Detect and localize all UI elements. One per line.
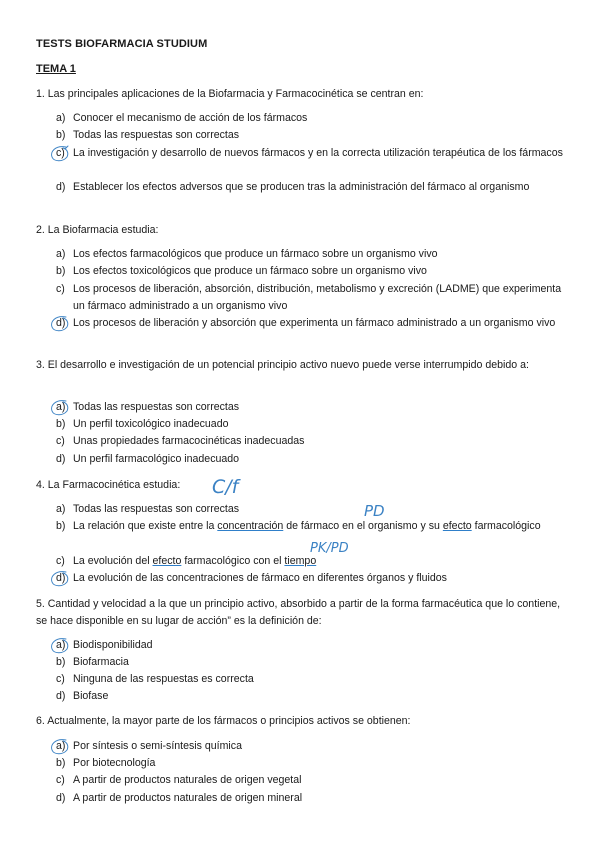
underlined-word: efecto [152, 555, 182, 567]
option-6c [56, 772, 566, 789]
option-text: Biofarmacia [73, 656, 129, 668]
option-letter: d) [56, 317, 66, 329]
section-title: TEMA 1 [36, 63, 76, 75]
option-5a [56, 637, 566, 654]
option-letter: b) [56, 656, 66, 668]
handnote-pkpd: PK/PD [310, 541, 349, 556]
option-3a [56, 399, 566, 416]
option-text [73, 553, 566, 570]
option-letter: b) [56, 129, 66, 141]
option-5b [56, 654, 566, 671]
text-run: farmacológico [471, 520, 541, 532]
option-letter: b) [56, 757, 66, 769]
option-1a [56, 110, 566, 127]
handnote-pd: PD [364, 502, 385, 520]
option-letter: c) [56, 283, 65, 295]
option-text: Por biotecnología [73, 757, 156, 769]
option-letter: c) [56, 774, 65, 786]
option-2a [56, 246, 566, 263]
option-letter: d) [56, 572, 66, 584]
question-3: 3. El desarrollo e investigación de un potencial principio activo nuevo puede verse interrumpido debido a: [36, 359, 529, 371]
question-1: 1. Las principales aplicaciones de la Biofarmacia y Farmacocinética se centran en: [36, 88, 424, 100]
option-letter: b) [56, 520, 66, 532]
text-run: farmacológico con el [181, 555, 285, 567]
option-letter: b) [56, 418, 66, 430]
option-text: Establecer los efectos adversos que se producen tras la administración del fármaco al organismo [73, 181, 530, 193]
option-1d [56, 179, 566, 196]
option-6b [56, 755, 566, 772]
option-text: Biodisponibilidad [73, 639, 153, 651]
option-text: Todas las respuestas son correctas [73, 129, 240, 141]
option-6d [56, 790, 566, 807]
option-text: Los efectos farmacológicos que produce un fármaco sobre un organismo vivo [73, 248, 438, 260]
option-text: Ninguna de las respuestas es correcta [73, 673, 254, 685]
text-run: de fármaco en el organismo y su [283, 520, 443, 532]
option-letter: a) [56, 248, 66, 260]
document-title: TESTS BIOFARMACIA STUDIUM [36, 38, 208, 50]
option-1c [56, 145, 566, 162]
option-letter: d) [56, 453, 66, 465]
option-2b [56, 263, 566, 280]
option-text [73, 518, 566, 535]
option-letter: c) [56, 435, 65, 447]
option-letter: a) [56, 639, 66, 651]
option-2c [56, 281, 566, 315]
question-6: 6. Actualmente, la mayor parte de los fármacos o principios activos se obtienen: [36, 715, 411, 727]
option-4b [56, 518, 566, 535]
option-6a [56, 738, 566, 755]
option-text: Por síntesis o semi-síntesis química [73, 740, 242, 752]
option-text: Biofase [73, 690, 109, 702]
option-4d [56, 570, 566, 587]
underlined-word: tiempo [284, 555, 317, 567]
option-text: La evolución de las concentraciones de fármaco en diferentes órganos y fluidos [73, 572, 447, 584]
option-letter: c) [56, 673, 65, 685]
option-letter: c) [56, 147, 65, 159]
option-4a [56, 501, 566, 518]
underlined-word: concentración [217, 520, 284, 532]
option-text: A partir de productos naturales de origen vegetal [73, 774, 302, 786]
handnote-q4: C/f [212, 476, 239, 498]
question-4: 4. La Farmacocinética estudia: [36, 479, 181, 491]
option-text: Los procesos de liberación y absorción que experimenta un fármaco administrado a un organismo vivo [73, 317, 556, 329]
option-letter: b) [56, 265, 66, 277]
question-2: 2. La Biofarmacia estudia: [36, 224, 159, 236]
underlined-word: efecto [442, 520, 472, 532]
option-2d [56, 315, 566, 332]
option-text: Todas las respuestas son correctas [73, 401, 240, 413]
option-letter: c) [56, 555, 65, 567]
option-text: Unas propiedades farmacocinéticas inadecuadas [73, 435, 305, 447]
option-letter: a) [56, 503, 66, 515]
option-text: Un perfil farmacológico inadecuado [73, 453, 240, 465]
option-5c [56, 671, 566, 688]
option-3b [56, 416, 566, 433]
option-letter: d) [56, 690, 66, 702]
option-text: Los efectos toxicológicos que produce un fármaco sobre un organismo vivo [73, 265, 427, 277]
option-letter: d) [56, 181, 66, 193]
option-letter: a) [56, 401, 66, 413]
option-5d [56, 688, 566, 705]
option-1b [56, 127, 566, 144]
option-letter: a) [56, 112, 66, 124]
option-3c [56, 433, 566, 450]
option-text: Todas las respuestas son correctas [73, 503, 240, 515]
option-text: Un perfil toxicológico inadecuado [73, 418, 229, 430]
option-text: Conocer el mecanismo de acción de los fármacos [73, 112, 308, 124]
option-letter: a) [56, 740, 66, 752]
option-letter: d) [56, 792, 66, 804]
option-text: La investigación y desarrollo de nuevos fármacos y en la correcta utilización terapéutica de los fármacos [73, 147, 563, 159]
question-5: 5. Cantidad y velocidad a la que un principio activo, absorbido a partir de la forma farmacéutica que lo contiene, se hace disponible en su lugar de acción” es la definición de: [36, 598, 561, 627]
option-text: A partir de productos naturales de origen mineral [73, 792, 303, 804]
option-3d [56, 451, 566, 468]
option-4c [56, 553, 566, 570]
text-run: La evolución del [73, 555, 153, 567]
option-text: Los procesos de liberación, absorción, distribución, metabolismo y excreción (LADME) que experimenta un fármaco administrado a un organismo vivo [73, 283, 562, 312]
text-run: La relación que existe entre la [73, 520, 218, 532]
